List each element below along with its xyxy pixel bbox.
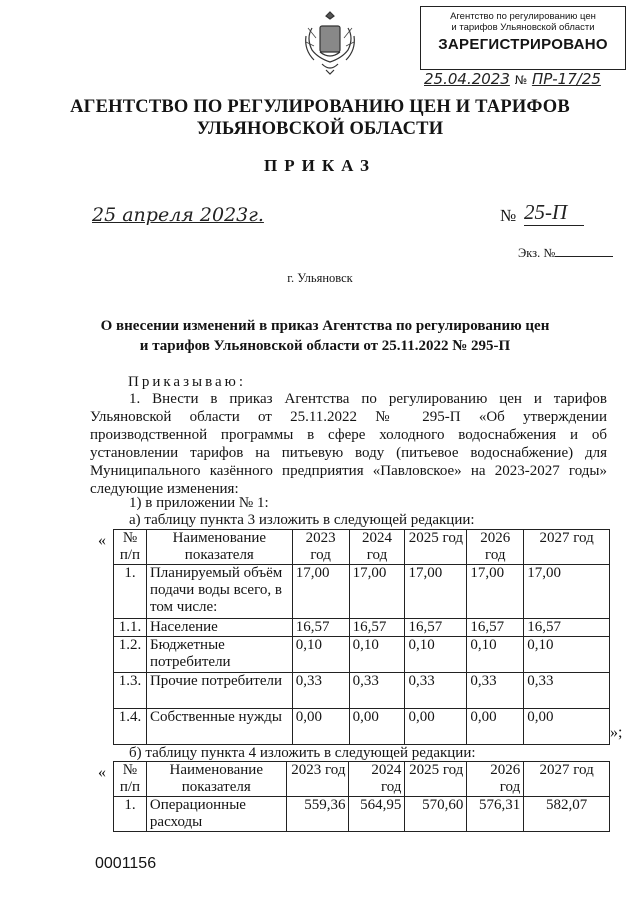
table1-header-row <box>114 530 610 565</box>
item-1b: б) таблицу пункта 4 изложить в следующей редакции: <box>129 745 476 761</box>
stamp-date: 25.04.2023 <box>424 70 510 88</box>
agency-title <box>60 96 580 140</box>
stamp-no-label: № <box>514 73 528 87</box>
registration-stamp <box>420 6 626 70</box>
table-cell: Бюджетные потребители <box>146 637 292 673</box>
number-label: № <box>500 206 517 225</box>
table-cell: 1. <box>114 797 147 832</box>
table-cell: 1. <box>114 565 147 619</box>
table-cell: 17,00 <box>292 565 349 619</box>
table-cell: Прочие потребители <box>146 673 292 709</box>
table2-header-cell: 2026 год <box>467 762 524 797</box>
table-cell: 0,33 <box>349 673 405 709</box>
table-cell: 0,00 <box>524 709 610 745</box>
table2-header-row <box>114 762 610 797</box>
table-cell: 0,10 <box>349 637 405 673</box>
table1-header-cell: № п/п <box>114 530 147 565</box>
table-row <box>114 797 610 832</box>
table-cell: 570,60 <box>405 797 467 832</box>
table-cell: 16,57 <box>524 619 610 637</box>
item-1a: а) таблицу пункта 3 изложить в следующей редакции: <box>129 512 475 528</box>
table-cell: Собственные нужды <box>146 709 292 745</box>
document-code: 0001156 <box>95 855 157 872</box>
table2-header-cell: 2027 год <box>524 762 610 797</box>
table-cell: 1.1. <box>114 619 147 637</box>
table-cell: 0,33 <box>405 673 467 709</box>
table-cell: 17,00 <box>467 565 524 619</box>
item-1: 1) в приложении № 1: <box>129 495 269 511</box>
subject-line2: и тарифов Ульяновской области от 25.11.2022 № 295-П <box>139 338 511 354</box>
agency-title-line2: УЛЬЯНОВСКОЙ ОБЛАСТИ <box>196 119 444 139</box>
table-cell: 0,10 <box>292 637 349 673</box>
copy-label: Экз. № <box>518 246 556 260</box>
agency-title-line1: АГЕНТСТВО ПО РЕГУЛИРОВАНИЮ ЦЕН И ТАРИФОВ <box>70 97 570 117</box>
table-cell: Операционные расходы <box>146 797 286 832</box>
order-number: 25-П <box>524 200 584 226</box>
table-cell: 0,33 <box>467 673 524 709</box>
table-cell: 0,00 <box>405 709 467 745</box>
stamp-status: ЗАРЕГИСТРИРОВАНО <box>438 36 608 53</box>
copy-number <box>518 246 613 261</box>
table-cell: 0,33 <box>292 673 349 709</box>
table1-close-quote: »; <box>610 724 623 741</box>
table2-open-quote: « <box>98 764 106 781</box>
table-cell: 0,33 <box>524 673 610 709</box>
table2-header-cell: № п/п <box>114 762 147 797</box>
table-cell: 17,00 <box>524 565 610 619</box>
paragraph-1: 1. Внести в приказ Агентства по регулированию цен и тарифов Ульяновской области от 25.11.2022 № 295-П «Об утверждении производственной программы в сфере холодного водоснабжения и об установлении тарифов на питьевую воду (питьевое водоснабжение) для Муниципального казённого предприятия «Павловское» на 2023-2027 годы» следующие изменения: <box>90 391 607 497</box>
table2-header-cell: 2023 год <box>286 762 349 797</box>
table-cell: 17,00 <box>349 565 405 619</box>
stamp-line1: Агентство по регулированию цен <box>450 11 596 22</box>
table-cell: 16,57 <box>349 619 405 637</box>
table-cell: 16,57 <box>405 619 467 637</box>
table1-header-cell: 2026 год <box>467 530 524 565</box>
stamp-line2: и тарифов Ульяновской области <box>451 22 595 33</box>
table-cell: 17,00 <box>405 565 467 619</box>
table-cell: 0,00 <box>292 709 349 745</box>
table1-header-cell: 2023 год <box>292 530 349 565</box>
table-cell: Население <box>146 619 292 637</box>
coat-of-arms-icon <box>302 8 358 76</box>
table-row <box>114 619 610 637</box>
table2-header-cell: Наименование показателя <box>146 762 286 797</box>
table-cell: 0,10 <box>524 637 610 673</box>
table-cell: Планируемый объём подачи воды всего, в том числе: <box>146 565 292 619</box>
table-cell: 559,36 <box>286 797 349 832</box>
table2-header-cell: 2025 год <box>405 762 467 797</box>
table2-header-cell: 2024 год <box>349 762 405 797</box>
table-cell: 1.3. <box>114 673 147 709</box>
table1-header-cell: Наименование показателя <box>146 530 292 565</box>
handwritten-date: 25 апреля 2023г. <box>92 204 264 226</box>
table-cell: 0,00 <box>467 709 524 745</box>
table-row <box>114 709 610 745</box>
stamp-date-line <box>424 70 634 88</box>
table1-header-cell: 2027 год <box>524 530 610 565</box>
command-word: Приказываю: <box>128 374 246 390</box>
city: г. Ульяновск <box>287 271 353 285</box>
table-row <box>114 637 610 673</box>
subject-line1: О внесении изменений в приказ Агентства по регулированию цен <box>100 318 550 334</box>
table-cell: 0,10 <box>467 637 524 673</box>
table-cell: 16,57 <box>292 619 349 637</box>
table-row <box>114 565 610 619</box>
table-operating-costs <box>113 761 610 832</box>
table-cell: 564,95 <box>349 797 405 832</box>
table1-open-quote: « <box>98 532 106 549</box>
document-type: ПРИКАЗ <box>264 156 376 175</box>
table-cell: 1.2. <box>114 637 147 673</box>
table-cell: 1.4. <box>114 709 147 745</box>
table-row <box>114 673 610 709</box>
table-cell: 576,31 <box>467 797 524 832</box>
table-cell: 16,57 <box>467 619 524 637</box>
table-cell: 582,07 <box>524 797 610 832</box>
table-cell: 0,10 <box>405 637 467 673</box>
order-subject <box>90 316 560 356</box>
table1-header-cell: 2024 год <box>349 530 405 565</box>
stamp-reg-number: ПР-17/25 <box>531 70 601 88</box>
table-cell: 0,00 <box>349 709 405 745</box>
table-water-volume <box>113 529 610 745</box>
table1-header-cell: 2025 год <box>405 530 467 565</box>
copy-blank <box>555 246 613 257</box>
